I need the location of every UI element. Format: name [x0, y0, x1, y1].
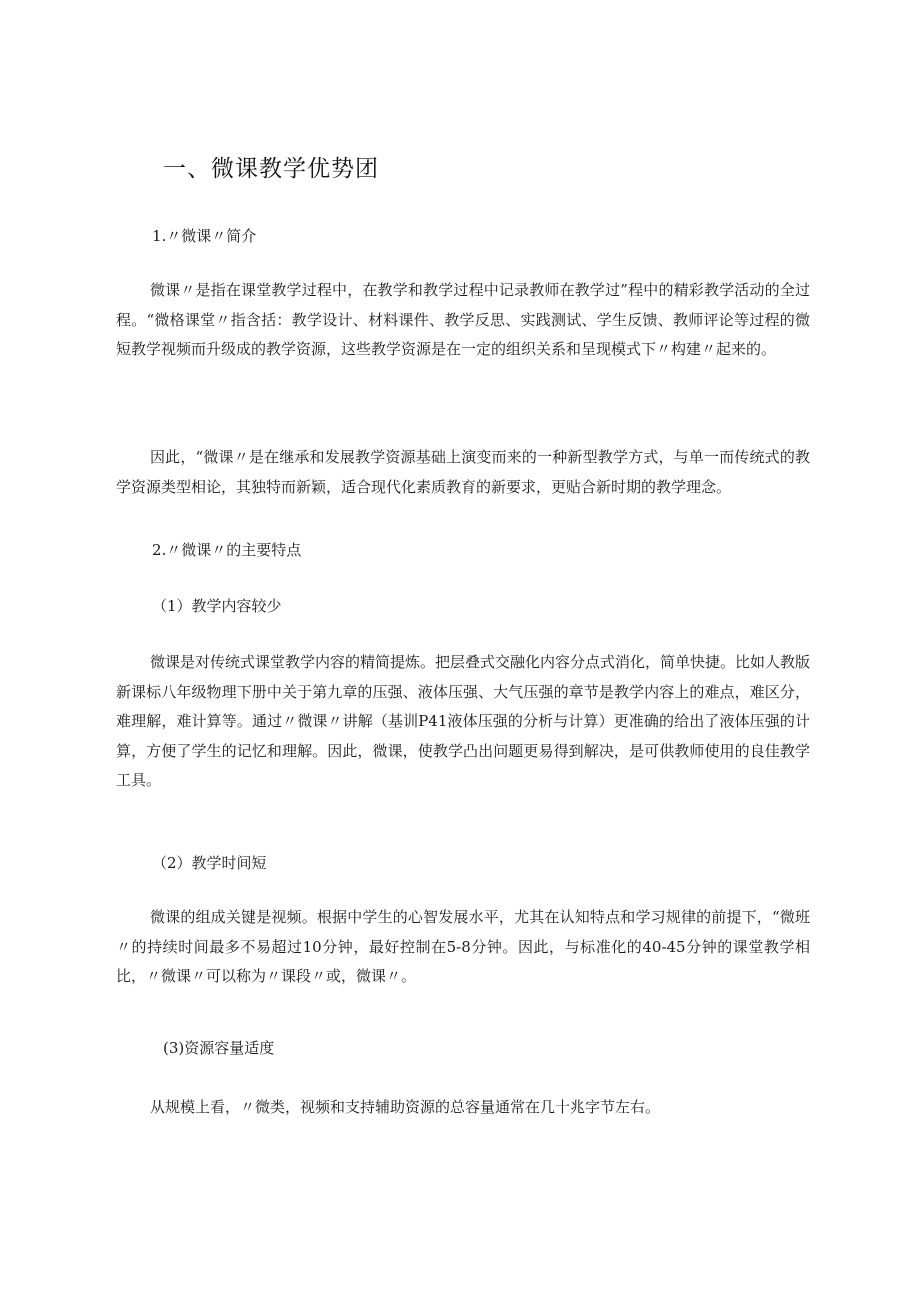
paragraph-conclusion: 因此，“微课〃是在继承和发展教学资源基础上演变而来的一种新型教学方式，与单一而传统式的教学资源类型相论，其独特而新颖，适合现代化素质教育的新要求，更贴合新时期的教学理念。 [116, 448, 810, 496]
paragraph-definition: 微课〃是指在课堂教学过程中，在教学和教学过程中记录教师在教学过”程中的精彩教学活动的全过程。“微格课堂〃指含括：教学设计、材料课件、教学反思、实践测试、学生反馈、教师评论等过程的微短教学视频而升级成的教学资源，这些教学资源是在一定的组织关系和呈现模式下〃构建〃起来的。 [116, 281, 810, 358]
section-heading-features: 2.〃微课〃的主要特点 [152, 541, 302, 559]
paragraph-capacity: 从规模上看，〃微类，视频和支持辅助资源的总容量通常在几十兆字节左右。 [150, 1098, 661, 1116]
document-title: 一、微课教学优势团 [163, 156, 379, 182]
section-heading-intro: 1.〃微课〃简介 [152, 227, 257, 245]
subsection-heading-capacity: (3)资源容量适度 [163, 1039, 275, 1057]
subsection-heading-content: （1）教学内容较少 [152, 597, 282, 615]
paragraph-content: 微课是对传统式课堂教学内容的精简提炼。把层叠式交融化内容分点式消化，简单快捷。比如人教版新课标八年级物理下册中关于第九章的压强、液体压强、大气压强的章节是教学内容上的难点，难区分，难理解，难计算等。通过〃微课〃讲解（基训P41液体压强的分析与计算）更准确的给出了液体压强的计算，方便了学生的记忆和理解。因此，微课，使教学凸出问题更易得到解决，是可供教师使用的良佳教学工具。 [116, 653, 811, 789]
subsection-heading-time: （2）教学时间短 [152, 854, 267, 872]
paragraph-time: 微课的组成关键是视频。根据中学生的心智发展水平，尤其在认知特点和学习规律的前提下，“微班〃的持续时间最多不易超过10分钟，最好控制在5-8分钟。因此，与标准化的40-45分钟的课堂教学相比，〃微课〃可以称为〃课段〃或，微课〃。 [116, 908, 810, 985]
